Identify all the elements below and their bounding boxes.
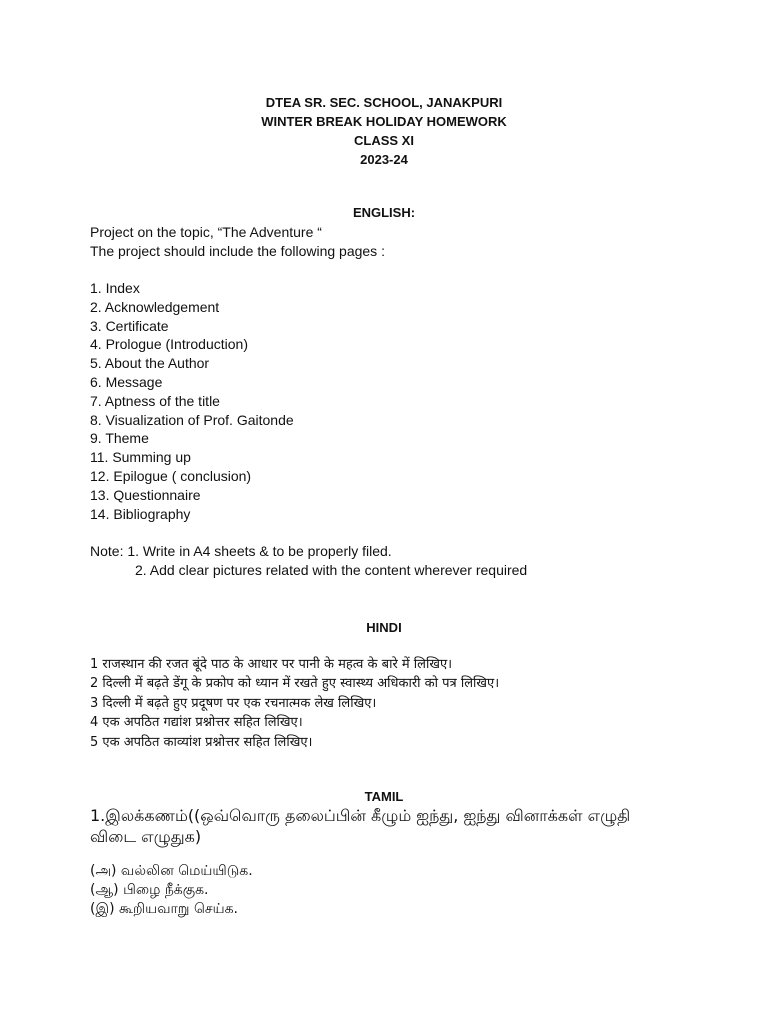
document-title: WINTER BREAK HOLIDAY HOMEWORK [261,114,507,129]
tamil-task-line-1: 1.இலக்கணம்((ஒவ்வொரு தலைப்பின் கீழும் ஐந்து, ஐந்து வினாக்கள் எழுதி [90,806,631,825]
list-item: 14. Bibliography [90,505,191,522]
english-project-instructions: The project should include the following pages : [90,242,385,259]
list-item: 9. Theme [90,430,149,447]
list-item: 1 राजस्थान की रजत बूंदे पाठ के आधार पर पानी के महत्व के बारे में लिखिए। [90,657,453,672]
hindi-heading: HINDI [366,620,402,635]
list-item: 6. Message [90,373,163,390]
list-item: (இ) கூறியவாறு செய்க. [90,901,239,917]
english-note-1: Note: 1. Write in A4 sheets & to be properly filed. [90,543,392,559]
english-page-list [90,279,730,523]
tamil-task-line-2: விடை எழுதுக) [90,827,202,846]
list-item: (ஆ) பிழை நீக்குக. [90,882,209,898]
english-note-2: 2. Add clear pictures related with the content wherever required [135,561,528,578]
english-intro [90,223,730,261]
list-item: 12. Epilogue ( conclusion) [90,467,252,484]
list-item: 2. Acknowledgement [90,298,220,315]
school-name: DTEA SR. SEC. SCHOOL, JANAKPURI [265,95,503,110]
list-item: 8. Visualization of Prof. Gaitonde [90,411,294,428]
tamil-grammar-task [90,805,730,847]
list-item: 1. Index [90,280,140,296]
list-item: 13. Questionnaire [90,486,201,503]
list-item: 4 एक अपठित गद्यांश प्रश्नोत्तर सहित लिखिए। [90,715,303,731]
list-item: 3. Certificate [90,317,169,334]
document-header [0,93,768,169]
list-item: 3 दिल्ली में बढ़ते हुए प्रदूषण पर एक रचनात्मक लेख लिखिए। [90,695,377,711]
english-project-topic: Project on the topic, “The Adventure “ [90,224,322,240]
tamil-list [90,862,730,919]
list-item: 7. Aptness of the title [90,392,220,409]
list-item: 11. Summing up [90,449,191,466]
list-item: 2 दिल्ली में बढ़ते डेंगू के प्रकोप को ध्यान में रखते हुए स्वास्थ्य अधिकारी को पत्र लिखिए। [90,676,500,692]
tamil-heading: TAMIL [364,789,404,804]
list-item: 4. Prologue (Introduction) [90,336,248,353]
english-heading: ENGLISH: [352,205,416,220]
hindi-list [90,655,730,752]
session-year: 2023-24 [360,152,408,167]
list-item: 5. About the Author [90,355,210,372]
class-label: CLASS XI [354,133,414,148]
list-item: (அ) வல்லின மெய்யிடுக. [90,863,253,879]
english-notes [90,542,730,580]
list-item: 5 एक अपठित काव्यांश प्रश्नोत्तर सहित लिखिए। [90,734,313,750]
